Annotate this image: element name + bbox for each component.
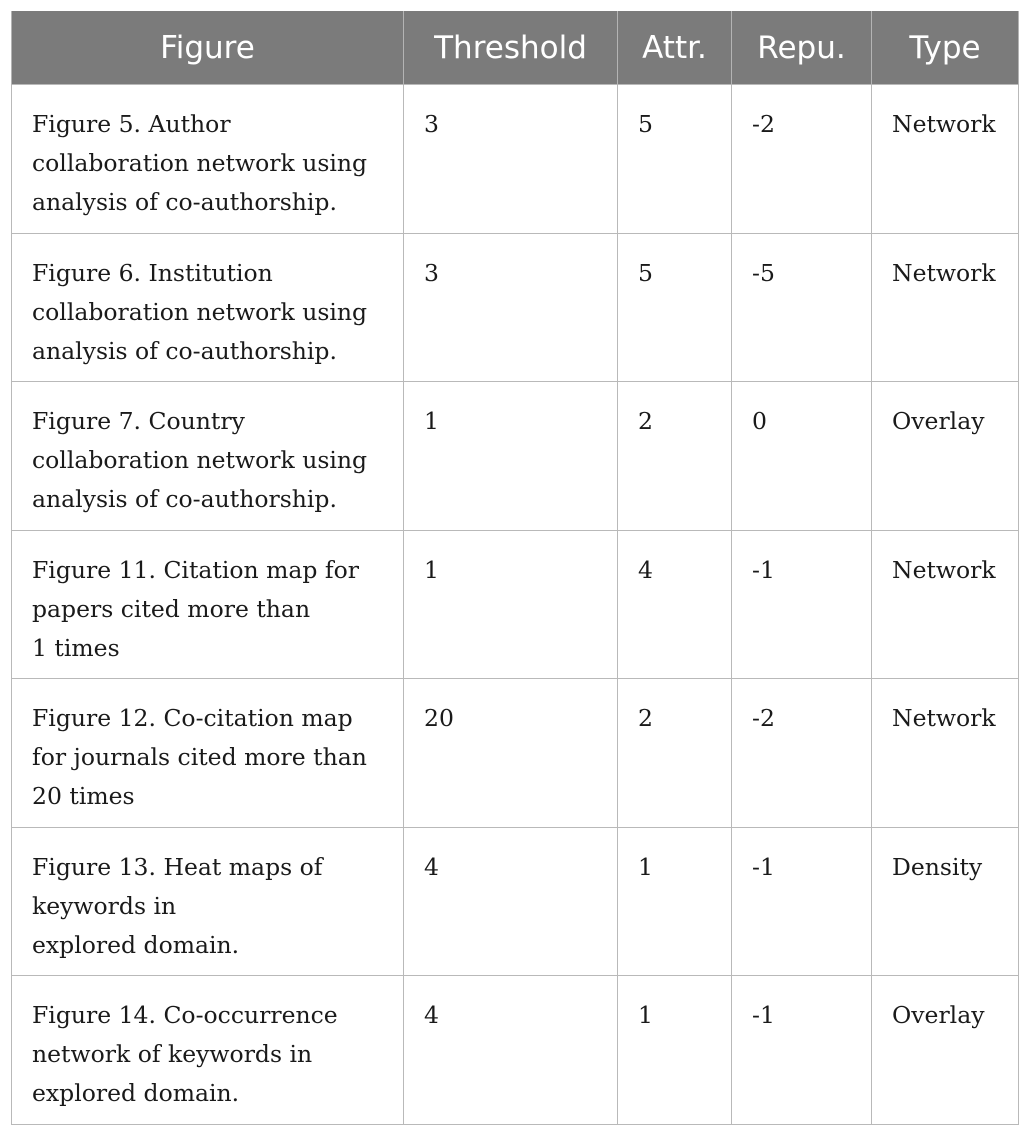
threshold-cell: 4 (404, 827, 618, 976)
table-row (12, 233, 1019, 382)
figure-cell (12, 827, 404, 976)
type-cell: Overlay (872, 976, 1019, 1125)
figure-line: collaboration network using (32, 297, 368, 326)
figure-line: analysis of co-authorship. (32, 336, 337, 365)
figure-line: Figure 5. Author (32, 110, 231, 138)
header-threshold: Threshold (404, 11, 618, 85)
header-row (12, 11, 1019, 85)
figure-line: explored domain. (32, 1079, 240, 1107)
figure-line: analysis of co-authorship. (32, 188, 337, 216)
table-row (12, 827, 1019, 976)
figure-line: collaboration network using (32, 149, 368, 177)
figure-line: 1 times (32, 633, 120, 662)
threshold-cell: 1 (404, 382, 618, 531)
figure-line: Figure 7. Country (32, 407, 245, 435)
type-cell: Network (872, 679, 1019, 828)
figure-line: Figure 13. Heat maps of (32, 852, 323, 881)
figure-cell (12, 530, 404, 679)
figure-line: Figure 11. Citation map for (32, 555, 360, 584)
repulsion-cell: -5 (732, 233, 872, 382)
figure-cell (12, 382, 404, 531)
vosviewer-parameters-table (11, 11, 1019, 1125)
figure-cell (12, 233, 404, 382)
figure-line: 20 times (32, 782, 135, 810)
figure-cell (12, 976, 404, 1125)
attraction-cell: 2 (618, 382, 732, 531)
figure-line: Figure 14. Co-occurrence (32, 1001, 338, 1029)
repulsion-cell: -1 (732, 530, 872, 679)
header-attraction: Attr. (618, 11, 732, 85)
table-body (12, 85, 1019, 1125)
figure-line: analysis of co-authorship. (32, 485, 337, 513)
figure-line: Figure 6. Institution (32, 258, 273, 287)
attraction-cell: 5 (618, 85, 732, 234)
type-cell: Network (872, 530, 1019, 679)
header-type: Type (872, 11, 1019, 85)
figure-cell (12, 85, 404, 234)
type-cell: Overlay (872, 382, 1019, 531)
table-row (12, 382, 1019, 531)
type-cell: Network (872, 85, 1019, 234)
figure-line: collaboration network using (32, 446, 368, 474)
figure-line: explored domain. (32, 930, 240, 959)
figure-line: Figure 12. Co-citation map (32, 704, 353, 732)
repulsion-cell: 0 (732, 382, 872, 531)
figure-line: for journals cited more than (32, 743, 367, 771)
attraction-cell: 5 (618, 233, 732, 382)
attraction-cell: 4 (618, 530, 732, 679)
threshold-cell: 3 (404, 233, 618, 382)
repulsion-cell: -1 (732, 827, 872, 976)
figure-line: keywords in (32, 891, 177, 920)
type-cell: Density (872, 827, 1019, 976)
threshold-cell: 1 (404, 530, 618, 679)
repulsion-cell: -1 (732, 976, 872, 1125)
table-header (12, 11, 1019, 85)
threshold-cell: 3 (404, 85, 618, 234)
attraction-cell: 2 (618, 679, 732, 828)
table-row (12, 530, 1019, 679)
header-figure: Figure (12, 11, 404, 85)
attraction-cell: 1 (618, 976, 732, 1125)
figure-line: papers cited more than (32, 594, 311, 623)
repulsion-cell: -2 (732, 679, 872, 828)
repulsion-cell: -2 (732, 85, 872, 234)
threshold-cell: 20 (404, 679, 618, 828)
table-row (12, 976, 1019, 1125)
header-repulsion: Repu. (732, 11, 872, 85)
figure-cell (12, 679, 404, 828)
figure-line: network of keywords in (32, 1040, 313, 1068)
table-row (12, 679, 1019, 828)
type-cell: Network (872, 233, 1019, 382)
threshold-cell: 4 (404, 976, 618, 1125)
table-row (12, 85, 1019, 234)
attraction-cell: 1 (618, 827, 732, 976)
